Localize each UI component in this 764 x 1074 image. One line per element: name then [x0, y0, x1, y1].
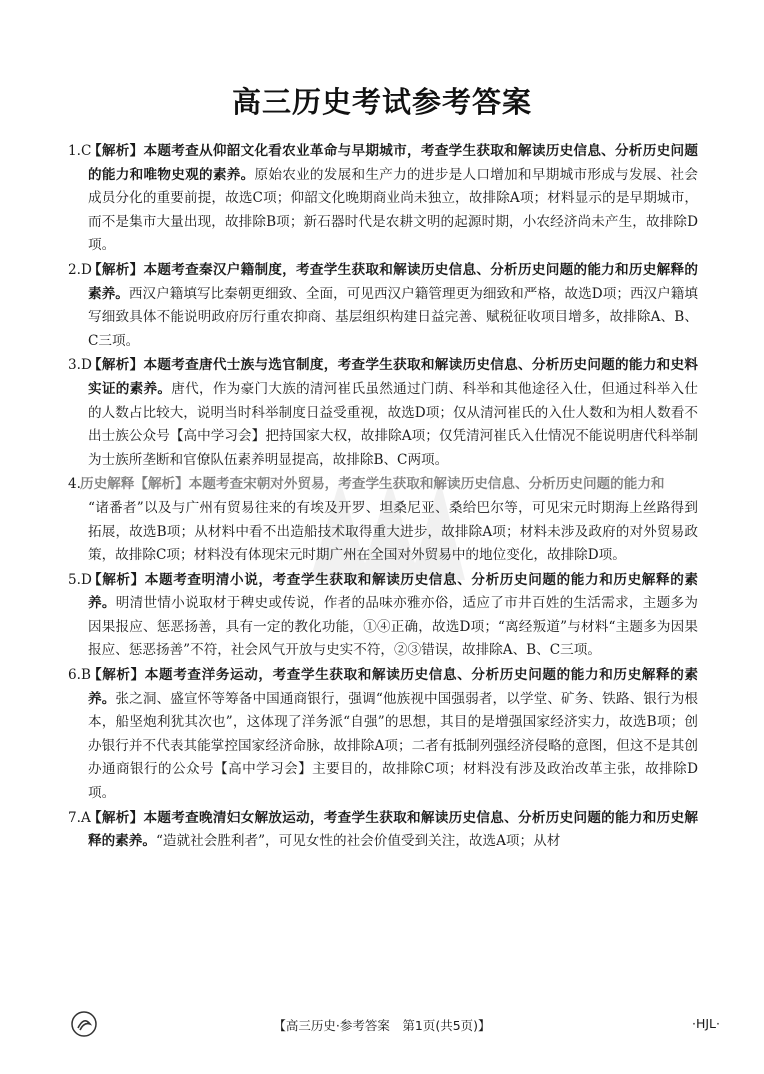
- answer-analysis-heading: 【解析】本题考查明清小说，考查学生获取和解读历史信息、分析历史问题的能力和历史解释的素养。: [88, 571, 698, 612]
- answer-item-2: [68, 259, 698, 353]
- answer-item-6: [68, 664, 698, 806]
- answer-analysis-heading: 【解析】本题考查从仰韶文化看农业革命与早期城市，考查学生获取和解读历史信息、分析历史问题的能力和唯物史观的素养。: [88, 143, 698, 183]
- answer-explanation: 张之洞、盛宣怀等筹备中国通商银行，强调“他族视中国强弱者，以学堂、矿务、铁路、银行为根本，船坚炮利犹其次也”，这体现了洋务派“自强”的思想，其目的是增强国家经济实力，故选B项；创办银行并不代表其能掌控国家经济命脉，故排除A项；二者有抵制列强经济侵略的意图，但这不是其创办通商银行的公众号【高中学习会】主要目的，故排除C项；材料没有涉及政治改革主张，故排除D项。: [88, 690, 699, 802]
- answer-analysis-heading: 【解析】本题考查晚清妇女解放运动，考查学生获取和解读历史信息、分析历史问题的能力和历史解释的素养。: [88, 809, 698, 850]
- answer-list: [68, 140, 698, 854]
- answer-overlapped-heading: 历史解释【解析】本题考查宋朝对外贸易，考查学生获取和解读历史信息、分析历史问题的能力和: [80, 476, 665, 493]
- answer-number: 4.: [68, 476, 81, 493]
- answer-explanation: 西汉户籍填写比秦朝更细致、全面，可见西汉户籍管理更为细致和严格，故选D项；西汉户籍填写细致具体不能说明政府厉行重农抑商、基层组织构建日益完善、赋税征收项目增多，故排除A、B、C三项。: [88, 285, 699, 349]
- answer-analysis-heading: 【解析】本题考查唐代士族与选官制度，考查学生获取和解读历史信息、分析历史问题的能力和史料实证的素养。: [88, 357, 698, 397]
- answer-item-5: [68, 569, 698, 663]
- page-footer: [0, 1010, 764, 1040]
- footer-page-info: 【高三历史·参考答案 第1页(共5页)】: [273, 1018, 491, 1033]
- answer-number: 3.D: [68, 357, 92, 374]
- answer-explanation: 明清世情小说取材于稗史或传说，作者的品味亦雅亦俗，适应了市井百姓的生活需求，主题多为因果报应、惩恶扬善，具有一定的教化功能，①④正确，故选D项；“离经叛道”与材料“主题多为因果报应、惩恶扬善”不符，社会风气开放与史实不符，②③错误，故排除A、B、C三项。: [88, 595, 699, 659]
- answer-item-7: [68, 807, 698, 854]
- answer-explanation: “诸番者”以及与广州有贸易往来的有埃及开罗、坦桑尼亚、桑给巴尔等，可见宋元时期海上丝路得到拓展，故选B项；从材料中看不出造船技术取得重大进步，故排除A项；材料未涉及政府的对外贸易政策，故排除C项；材料没有体现宋元时期广州在全国对外贸易中的地位变化，故排除D项。: [88, 499, 698, 564]
- answer-explanation: “造就社会胜利者”，可见女性的社会价值受到关注，故选A项；从材: [155, 833, 561, 850]
- footer-code: ·HJL·: [692, 1016, 720, 1031]
- answer-number: 5.D: [68, 571, 92, 588]
- page-title: 高三历史考试参考答案: [231, 85, 532, 119]
- answer-item-4: [68, 473, 698, 567]
- answer-number: 2.D: [68, 261, 92, 278]
- answer-analysis-heading: 【解析】本题考查洋务运动，考查学生获取和解读历史信息、分析历史问题的能力和历史解释的素养。: [88, 667, 698, 707]
- answer-number: 6.B: [68, 667, 91, 684]
- answer-analysis-heading: 【解析】本题考查秦汉户籍制度，考查学生获取和解读历史信息、分析历史问题的能力和历史解释的素养。: [88, 261, 698, 302]
- answer-explanation: 唐代，作为豪门大族的清河崔氏虽然通过门荫、科举和其他途径入仕，但通过科举入仕的人数占比较大，说明当时科举制度日益受重视，故选D项；仅从清河崔氏的入仕人数和为相人数看不出士族公众号【高中学习会】把持国家大权，故排除A项；仅凭清河崔氏入仕情况不能说明唐代科举制为士族所垄断和官僚队伍素养明显提高，故排除B、C两项。: [88, 380, 699, 468]
- answer-item-1: [68, 140, 698, 258]
- answer-number: 1.C: [68, 143, 92, 159]
- answer-explanation: 原始农业的发展和生产力的进步是人口增加和早期城市形成与发展、社会成员分化的重要前提，故选C项；仰韶文化晚期商业尚未独立，故排除A项；材料显示的是早期城市，而不是集市大量出现，故排除B项；新石器时代是农耕文明的起源时期，小农经济尚未产生，故排除D项。: [88, 166, 699, 254]
- answer-item-3: [68, 354, 698, 472]
- answer-number: 7.A: [68, 809, 91, 826]
